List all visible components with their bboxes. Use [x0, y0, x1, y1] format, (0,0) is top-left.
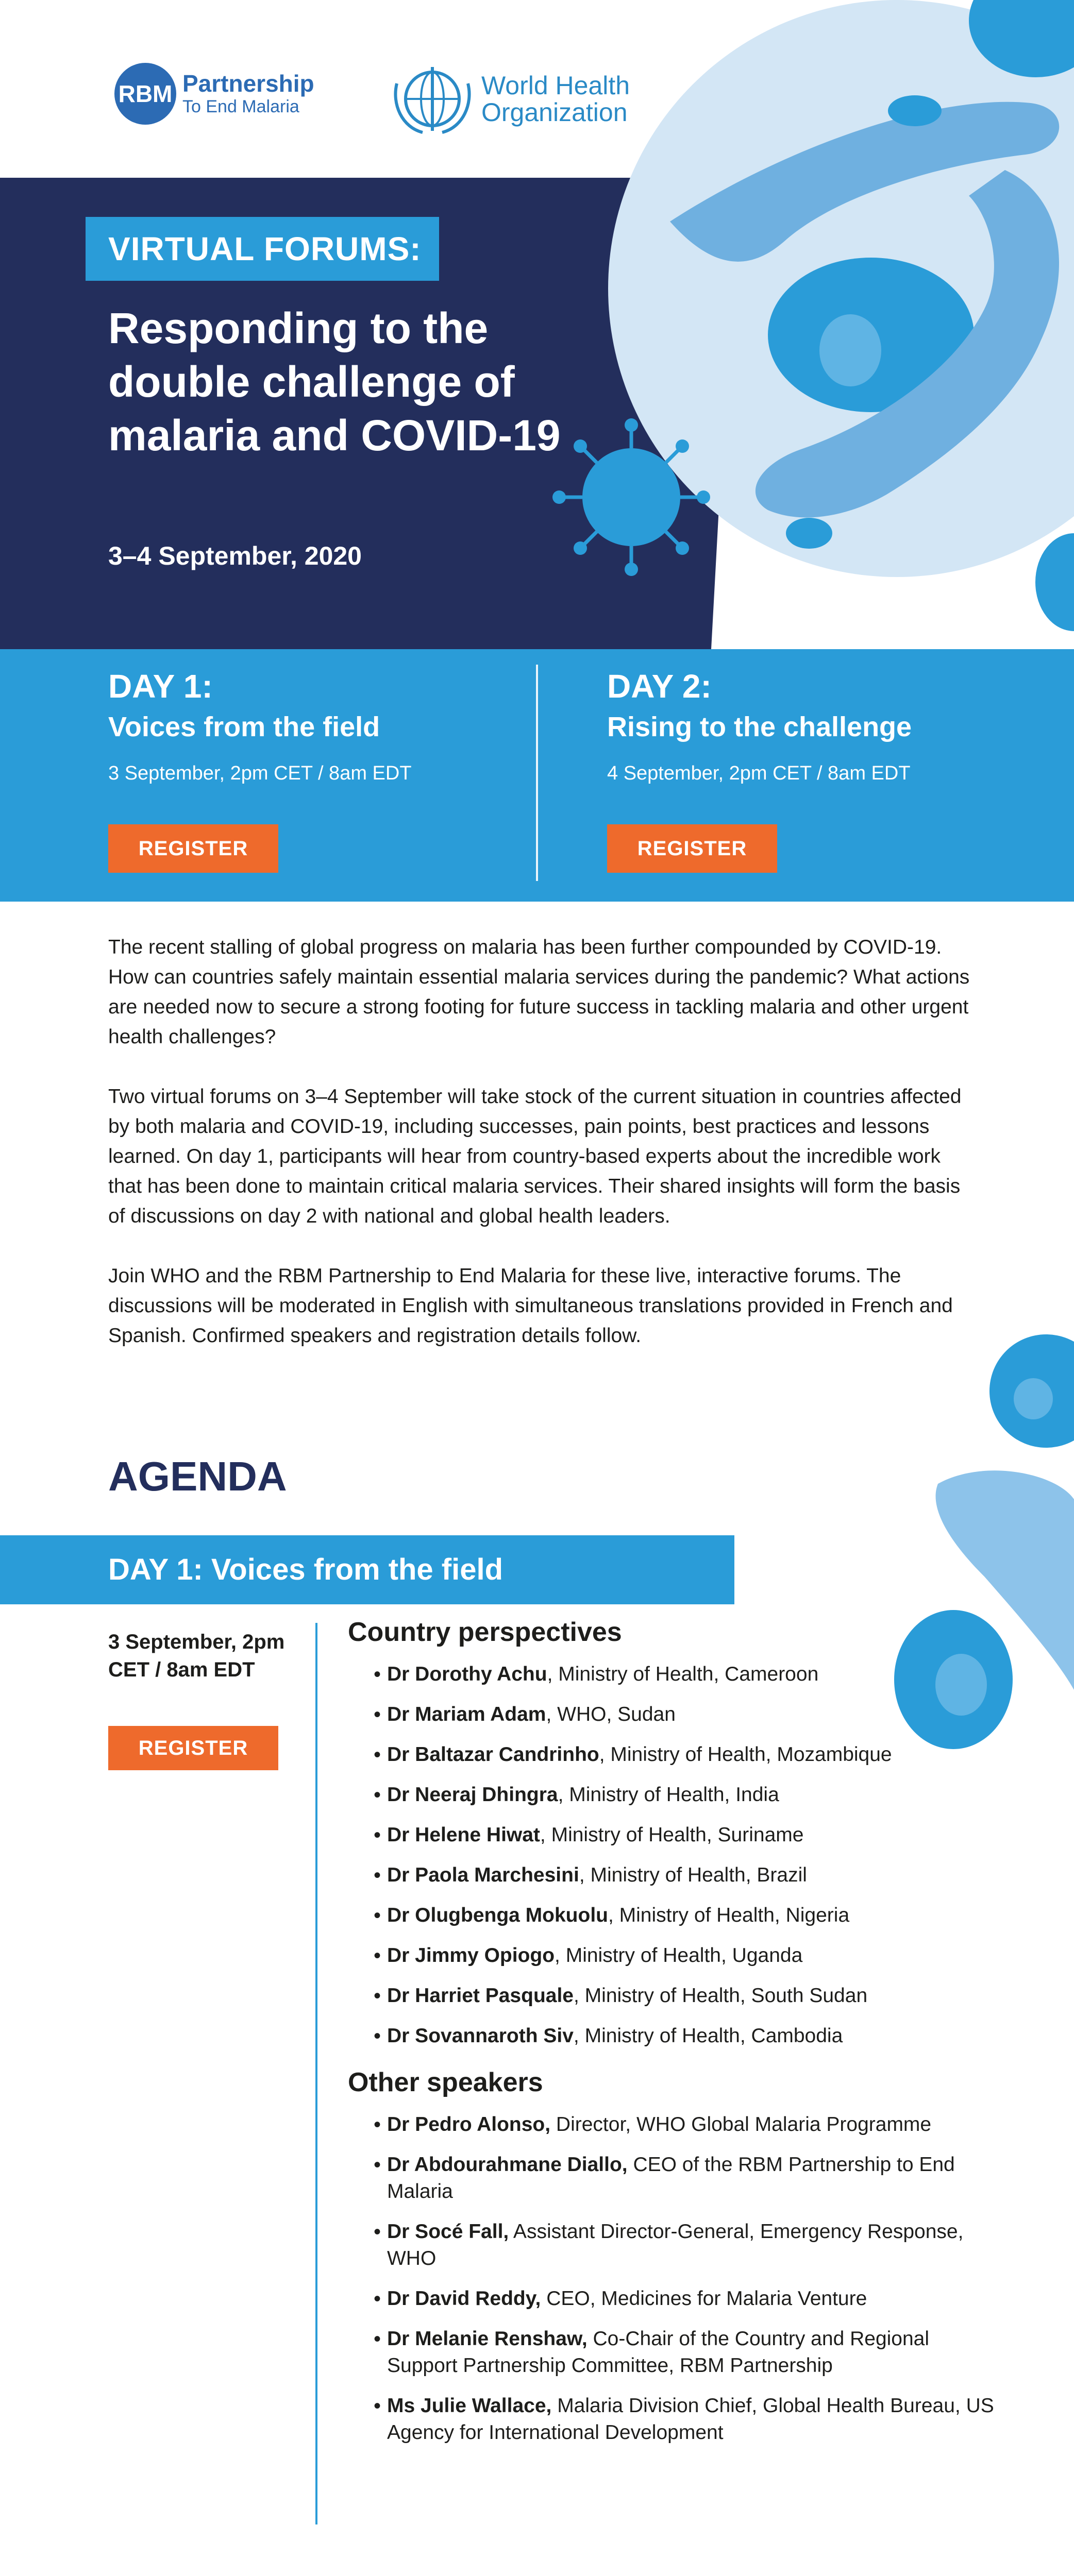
day1-subtitle: Voices from the field — [108, 711, 380, 742]
hero-header — [0, 0, 1074, 649]
rbm-logo-mark: RBM — [114, 63, 176, 125]
speaker-name: Dr David Reddy, — [387, 2287, 541, 2310]
who-logo-line2: Organization — [481, 98, 628, 127]
other-speakers-list — [348, 2111, 997, 2446]
day-divider — [536, 665, 538, 881]
speaker-item — [348, 2151, 997, 2205]
speaker-item — [348, 2326, 997, 2379]
speaker-role: Co-Chair of the Country and Regional Support Partnership Committee, RBM Partnership — [387, 2328, 930, 2377]
rbm-logo-name: Partnership — [182, 70, 314, 97]
speaker-name: Dr Neeraj Dhingra — [387, 1784, 558, 1806]
speaker-name: Dr Melanie Renshaw, — [387, 2328, 588, 2350]
speaker-name: Dr Baltazar Candrinho — [387, 1743, 599, 1766]
speaker-item — [348, 1982, 997, 2009]
day1-agenda-bar: DAY 1: Voices from the field — [0, 1535, 734, 1604]
speaker-item — [348, 2023, 997, 2049]
who-logo-line1: World Health — [481, 71, 630, 100]
speaker-name: Dr Jimmy Opiogo — [387, 1944, 555, 1967]
day1-label: DAY 1: — [108, 668, 213, 705]
speaker-item — [348, 1902, 997, 1929]
speaker-name: Dr Pedro Alonso, — [387, 2113, 551, 2136]
speaker-name: Dr Mariam Adam — [387, 1703, 546, 1725]
speaker-role: , Ministry of Health, Cameroon — [547, 1663, 819, 1685]
days-overview-band — [0, 649, 1074, 902]
speaker-item — [348, 1862, 997, 1889]
speaker-item — [348, 1942, 997, 1969]
speaker-role: , Ministry of Health, Cambodia — [573, 2025, 843, 2047]
speaker-role: CEO of the RBM Partnership to End Malaria — [387, 2154, 955, 2202]
rbm-logo — [114, 63, 314, 125]
speaker-role: , Ministry of Health, India — [558, 1784, 779, 1806]
speaker-item — [348, 2111, 997, 2138]
speaker-role: , Ministry of Health, Uganda — [555, 1944, 803, 1967]
speaker-name: Dr Socé Fall, — [387, 2221, 509, 2243]
speaker-item — [348, 1822, 997, 1849]
day2-register-button[interactable]: REGISTER — [607, 824, 777, 873]
speaker-name: Dr Helene Hiwat — [387, 1824, 540, 1846]
speaker-role: , WHO, Sudan — [546, 1703, 676, 1725]
intro-text — [108, 933, 974, 1381]
who-emblem-icon — [392, 63, 473, 135]
speaker-item — [348, 2218, 997, 2272]
country-speakers-list — [348, 1661, 997, 2049]
speaker-item — [348, 2285, 997, 2312]
speaker-name: Dr Paola Marchesini — [387, 1864, 579, 1886]
speaker-role: Malaria Division Chief, Global Health Bureau, US Agency for International Development — [387, 2395, 994, 2444]
virtual-forums-tag: VIRTUAL FORUMS: — [86, 217, 439, 281]
who-logo — [392, 63, 630, 135]
speaker-role: , Ministry of Health, Mozambique — [599, 1743, 892, 1766]
day1-register-button[interactable]: REGISTER — [108, 824, 278, 873]
day2-subtitle: Rising to the challenge — [607, 711, 912, 742]
speaker-item — [348, 1701, 997, 1728]
page-title: Responding to the double challenge of malaria and COVID-19 — [108, 304, 561, 460]
intro-paragraph: The recent stalling of global progress on malaria has been further compounded by COVID-19. How can countries safely maintain essential malaria services during the pandemic? What actions are needed now to secure a strong footing for future success in tackling malaria and other urgent health challenges? — [108, 936, 970, 1048]
day1-agenda-date: 3 September, 2pm CET / 8am EDT — [108, 1631, 285, 1681]
day1-agenda-register-button[interactable]: REGISTER — [108, 1726, 278, 1770]
speaker-role: Assistant Director-General, Emergency Response, WHO — [387, 2221, 964, 2269]
speaker-item — [348, 1661, 997, 1688]
speaker-role: , Ministry of Health, Nigeria — [608, 1904, 850, 1926]
day1-time: 3 September, 2pm CET / 8am EDT — [108, 762, 412, 784]
intro-paragraph: Join WHO and the RBM Partnership to End Malaria for these live, interactive forums. The discussions will be moderated in English with simultaneous translations provided in French and Spanish. Confirmed speakers and registration details follow. — [108, 1265, 953, 1347]
speaker-name: Dr Harriet Pasquale — [387, 1985, 574, 2007]
speaker-role: , Ministry of Health, South Sudan — [574, 1985, 868, 2007]
speaker-name: Dr Abdourahmane Diallo, — [387, 2154, 628, 2176]
speaker-role: Director, WHO Global Malaria Programme — [550, 2113, 932, 2136]
speaker-item — [348, 1782, 997, 1808]
intro-paragraph: Two virtual forums on 3–4 September will take stock of the current situation in countries affected by both malaria and COVID-19, including successes, pain points, best practices and lessons learned. On day 1, participants will hear from country-based experts about the incredible work that has been done to maintain critical malaria services. Their shared insights will form the basis of discussions on day 2 with national and global health leaders. — [108, 1086, 962, 1227]
rbm-logo-sub: To End Malaria — [182, 97, 299, 116]
day1-agenda-content — [348, 1617, 997, 2460]
event-dates: 3–4 September, 2020 — [108, 541, 362, 570]
speaker-name: Dr Dorothy Achu — [387, 1663, 547, 1685]
day2-time: 4 September, 2pm CET / 8am EDT — [607, 762, 911, 784]
country-perspectives-heading: Country perspectives — [348, 1617, 622, 1647]
day1-timeline-line — [315, 1623, 317, 2524]
speaker-name: Dr Sovannaroth Siv — [387, 2025, 574, 2047]
speaker-role: , Ministry of Health, Brazil — [579, 1864, 807, 1886]
day2-label: DAY 2: — [607, 668, 712, 705]
speaker-item — [348, 1741, 997, 1768]
speaker-name: Dr Olugbenga Mokuolu — [387, 1904, 608, 1926]
agenda-heading: AGENDA — [108, 1453, 287, 1499]
speaker-item — [348, 2393, 997, 2446]
speaker-role: CEO, Medicines for Malaria Venture — [541, 2287, 867, 2310]
speaker-name: Ms Julie Wallace, — [387, 2395, 552, 2417]
speaker-role: , Ministry of Health, Suriname — [540, 1824, 804, 1846]
other-speakers-heading: Other speakers — [348, 2067, 543, 2097]
